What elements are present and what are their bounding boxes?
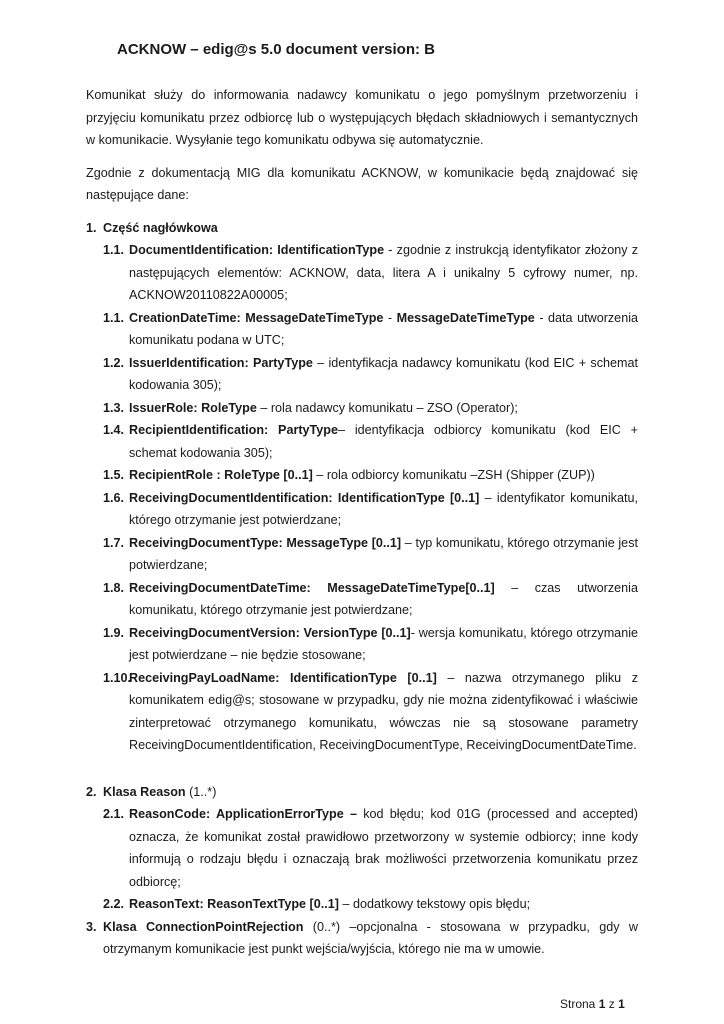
item-field-name: CreationDateTime: MessageDateTimeType [129,310,384,325]
section-2-heading: 2. Klasa Reason (1..*) [86,784,217,799]
item-number: 1.8. [103,580,125,595]
item-field-name: ReceivingDocumentType: MessageType [0..1] [129,535,402,550]
item-field-name: RecipientIdentification: PartyType [129,423,339,437]
item-description: – dodatkowy tekstowy opis błędu; [338,897,531,911]
item-description: – czas utworzenia komunikatu, którego otrzymanie jest potwierdzane; [129,580,638,617]
item-description: – typ komunikatu, którego otrzymanie jest potwierdzane; [129,535,638,572]
section-1-heading: 1. Część nagłówkowa [86,220,218,235]
intro-paragraph-2: Zgodnie z dokumentacją MIG dla komunikatu ACKNOW, w komunikacie będą znajdować się następujące dane: [86,165,638,202]
document-body [86,0,638,961]
item-field-name: ReasonCode: ApplicationErrorType – [129,807,357,821]
item-number: 2.2. [103,897,125,911]
page-footer: Strona 1 z 1 [560,997,625,1011]
section-1-item [86,239,638,307]
section-1-item [86,532,638,577]
item-field-name: ReceivingPayLoadName: IdentificationType [0..1] [129,670,437,685]
section-1-item [86,464,638,487]
item-number: 1.4. [103,423,125,437]
item-description: – rola nadawcy komunikatu – ZSO (Operator); [256,400,518,415]
item-field-name: ReceivingDocumentIdentification: IdentificationType [0..1] [129,490,480,505]
section-1-item [86,667,638,757]
item-description: – identyfikacja nadawcy komunikatu (kod EIC + schemat kodowania 305); [129,355,638,392]
item-description: – identyfikacja odbiorcy komunikatu (kod EIC + schemat kodowania 305); [129,423,639,460]
item-description: kod błędu; kod 01G (processed and accepted) oznacza, że komunikat został prawidłowo przetworzony w systemie odbiorcy; inne kody informują o rodzaju błędu i oznaczają brak możliwości przetworzenia komunikatu przez odbiorcę; [129,807,638,889]
item-number: 1.1. [103,310,125,325]
item-field-name: ReceivingDocumentVersion: VersionType [0..1] [129,625,411,640]
item-number: 1.9. [103,625,125,640]
item-description: – nazwa otrzymanego pliku z komunikatem edig@s; stosowane w przypadku, gdy nie można zidentyfikować i właściwie zinterpretować otrzymanego komunikatu, wówczas nie są stosowane parametry ReceivingDocumentIdentification, ReceivingDocumentType, ReceivingDocumentDateTime. [129,670,638,752]
item-number: 2.1. [103,807,125,821]
item-field-name: IssuerRole: RoleType [129,400,257,415]
item-number: 1.6. [103,490,125,505]
item-field-name: RecipientRole : RoleType [0..1] [129,468,313,482]
item-description: - wersja komunikatu, którego otrzymanie jest potwierdzane – nie będzie stosowane; [129,625,638,662]
section-1-item [86,397,638,420]
section-1-item [86,352,638,397]
section-1-item [86,577,638,622]
section-1-item [86,487,638,532]
item-number: 1.5. [103,468,125,482]
document-title: ACKNOW – edig@s 5.0 document version: B [116,41,435,58]
item-description: - data utworzenia komunikatu podana w UTC; [129,310,638,347]
section-3-heading: 3. Klasa ConnectionPointRejection (0..*) –opcjonalna - stosowana w przypadku, gdy w otrzymanym komunikacie jest punkt wejścia/wyjścia, którego nie ma w umowie. [86,919,638,956]
section-2-item [86,893,638,916]
item-field-name: ReceivingDocumentDateTime: MessageDateTimeType[0..1] [129,580,495,595]
section-2-item [86,803,638,893]
item-number: 1.2. [103,355,125,370]
item-description: - zgodnie z instrukcją identyfikator złożony z następujących elementów: ACKNOW, data, litera A i unikalny 5 cyfrowy numer, np. ACKNOW20110822A00005; [129,243,638,302]
item-description: – identyfikator komunikatu, którego otrzymanie jest potwierdzane; [129,490,638,527]
item-description: – rola odbiorcy komunikatu –ZSH (Shipper (ZUP)) [312,468,595,482]
section-1-item: 1.1. CreationDateTime: MessageDateTimeType - MessageDateTimeType - data utworzenia komunikatu podana w UTC; [86,307,638,352]
section-1-item [86,419,638,464]
item-field-name: ReasonText: ReasonTextType [0..1] [129,897,339,911]
item-number: 1.10. [103,670,132,685]
item-field-name: IssuerIdentification: PartyType [129,355,313,370]
section-1-item [86,622,638,667]
intro-paragraph: Komunikat służy do informowania nadawcy komunikatu o jego pomyślnym przetworzeniu i przyjęciu komunikatu przez odbiorcę lub o występujących błędach składniowych i semantycznych w komunikacie. Wysyłanie tego komunikatu odbywa się automatycznie. [86,88,638,147]
item-number: 1.7. [103,535,125,550]
item-number: 1.3. [103,400,125,415]
item-field-name: DocumentIdentification: IdentificationType [129,243,385,257]
item-number: 1.1. [103,243,125,257]
